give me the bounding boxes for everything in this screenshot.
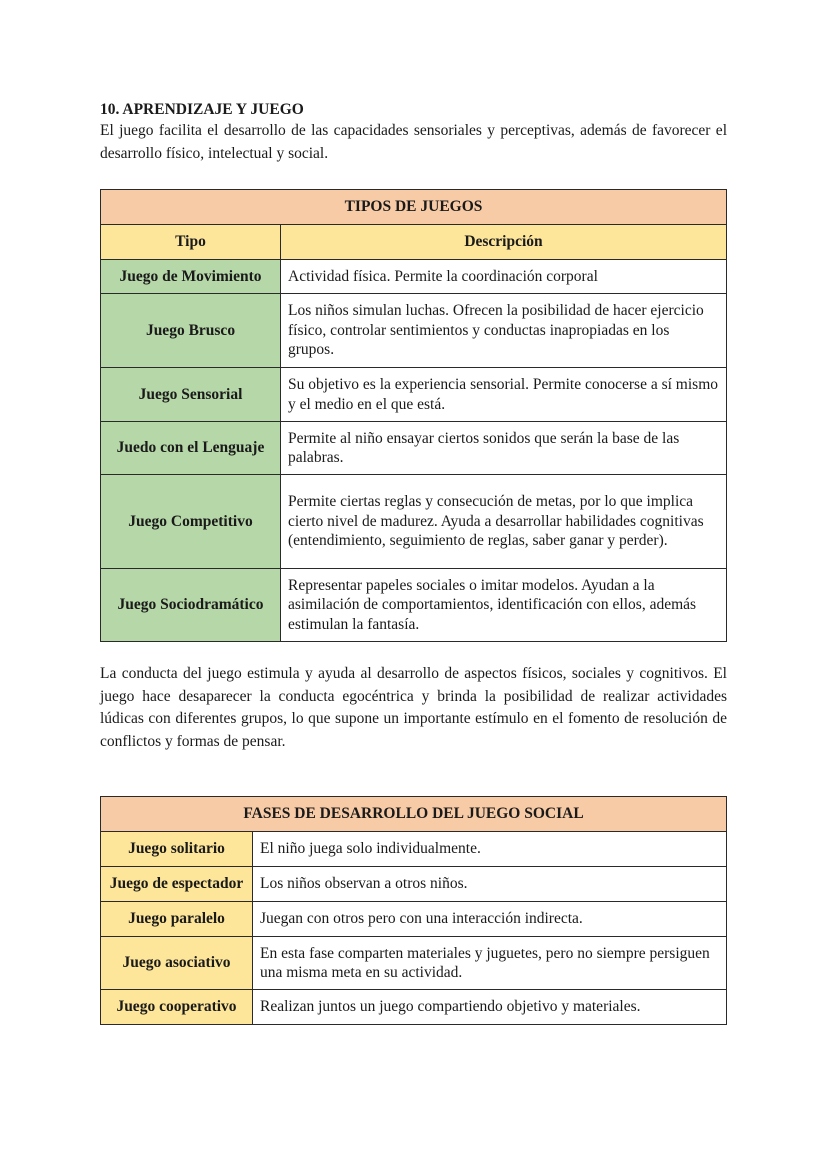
tipos-de-juegos-table (100, 189, 727, 642)
fases-desarrollo-table (100, 796, 727, 1025)
fase-cell: Juego cooperativo (101, 990, 253, 1025)
table-row (101, 832, 727, 867)
descripcion-cell: Los niños observan a otros niños. (253, 867, 727, 902)
descripcion-cell: Juegan con otros pero con una interacción indirecta. (253, 902, 727, 937)
middle-paragraph: La conducta del juego estimula y ayuda al desarrollo de aspectos físicos, sociales y cognitivos. El juego hace desaparecer la conducta egocéntrica y brinda la posibilidad de realizar actividades lúdicas con diferentes grupos, lo que supone un importante estímulo en el fomento de resolución de conflictos y formas de pensar. (100, 665, 727, 750)
table-row (101, 867, 727, 902)
table-row (101, 475, 727, 569)
table-row (101, 902, 727, 937)
table-row (101, 990, 727, 1025)
fase-cell: Juego de espectador (101, 867, 253, 902)
fase-cell: Juego paralelo (101, 902, 253, 937)
intro-paragraph: El juego facilita el desarrollo de las capacidades sensoriales y perceptivas, además de favorecer el desarrollo físico, intelectual y social. (100, 122, 727, 162)
descripcion-cell: Permite al niño ensayar ciertos sonidos que serán la base de las palabras. (281, 422, 727, 475)
section-title: 10. APRENDIZAJE Y JUEGO (100, 101, 304, 118)
tipo-cell: Juego de Movimiento (101, 260, 281, 294)
descripcion-cell: Los niños simulan luchas. Ofrecen la posibilidad de hacer ejercicio físico, controlar sentimientos y conductas inapropiadas en los grupos. (281, 294, 727, 368)
tipo-cell: Juego Competitivo (101, 475, 281, 569)
descripcion-cell: En esta fase comparten materiales y juguetes, pero no siempre persiguen una misma meta en su actividad. (253, 937, 727, 990)
tipo-cell: Juedo con el Lenguaje (101, 422, 281, 475)
descripcion-cell: El niño juega solo individualmente. (253, 832, 727, 867)
table-row (101, 422, 727, 475)
fase-cell: Juego asociativo (101, 937, 253, 990)
column-header-descripcion: Descripción (281, 225, 727, 260)
table-row (101, 937, 727, 990)
descripcion-cell: Realizan juntos un juego compartiendo objetivo y materiales. (253, 990, 727, 1025)
table-row (101, 569, 727, 642)
table-title: FASES DE DESARROLLO DEL JUEGO SOCIAL (101, 797, 727, 832)
descripcion-cell: Representar papeles sociales o imitar modelos. Ayudan a la asimilación de comportamientos, identificación con ellos, además estimulan la fantasía. (281, 569, 727, 642)
descripcion-cell: Actividad física. Permite la coordinación corporal (281, 260, 727, 294)
tipo-cell: Juego Sensorial (101, 368, 281, 422)
table-row (101, 368, 727, 422)
column-header-tipo: Tipo (101, 225, 281, 260)
table-row (101, 294, 727, 368)
table-title: TIPOS DE JUEGOS (101, 190, 727, 225)
tipo-cell: Juego Brusco (101, 294, 281, 368)
document-page (100, 99, 727, 1025)
table-row (101, 260, 727, 294)
descripcion-cell: Permite ciertas reglas y consecución de metas, por lo que implica cierto nivel de madurez. Ayuda a desarrollar habilidades cognitivas (entendimiento, seguimiento de reglas, saber ganar y perder). (281, 475, 727, 569)
fase-cell: Juego solitario (101, 832, 253, 867)
tipo-cell: Juego Sociodramático (101, 569, 281, 642)
spacer (100, 753, 727, 796)
descripcion-cell: Su objetivo es la experiencia sensorial. Permite conocerse a sí mismo y el medio en el que está. (281, 368, 727, 422)
